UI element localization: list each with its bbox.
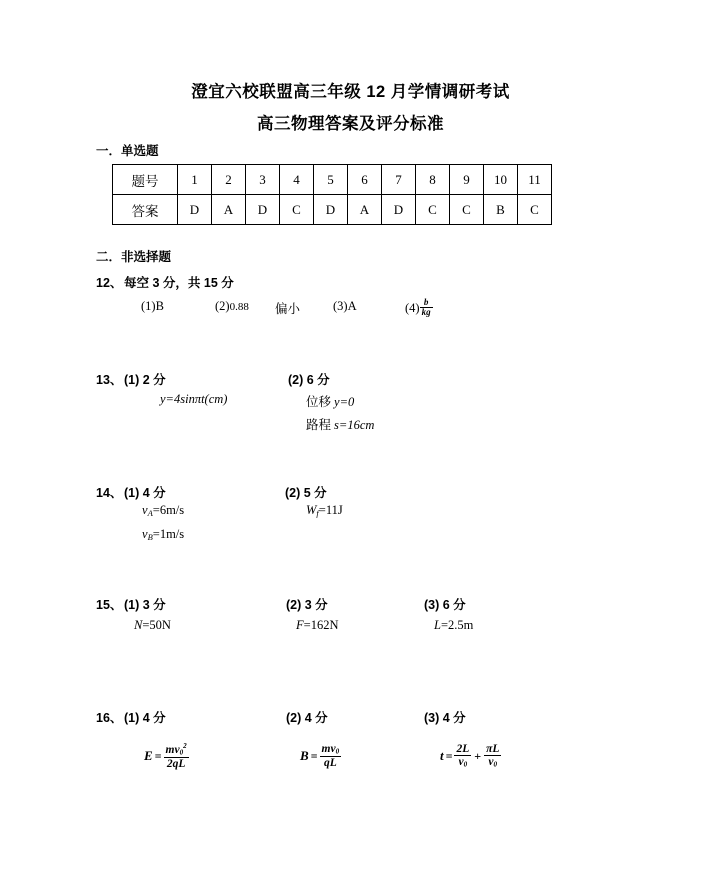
question-16-number: 16、 bbox=[96, 711, 123, 725]
answer-cell: D bbox=[178, 195, 212, 225]
fraction-denominator: 2qL bbox=[166, 757, 186, 770]
question-number-cell: 3 bbox=[246, 165, 280, 195]
question-number-cell: 2 bbox=[212, 165, 246, 195]
answer-value: 0.88 bbox=[229, 301, 249, 313]
question-12-number: 12、 bbox=[96, 276, 123, 290]
question-number-cell: 6 bbox=[348, 165, 382, 195]
question-14-part-1-answer-2 bbox=[142, 527, 184, 542]
question-14-part-1-answer-1 bbox=[142, 503, 184, 518]
question-number-cell: 9 bbox=[450, 165, 484, 195]
answer-cell: C bbox=[280, 195, 314, 225]
answer-cell: C bbox=[518, 195, 552, 225]
answer-value: s=16cm bbox=[334, 418, 375, 432]
answer-label: (4) bbox=[405, 300, 420, 315]
question-15-part-2-answer bbox=[296, 618, 338, 633]
fraction-numerator: b bbox=[420, 298, 433, 308]
answer-cell: A bbox=[212, 195, 246, 225]
answer-prefix: 路程 bbox=[306, 418, 332, 432]
question-14-part-1-label: (1) 4 分 bbox=[124, 486, 166, 500]
question-14-part-2-label: (2) 5 分 bbox=[285, 486, 327, 500]
question-12-answer-2-extra: 偏小 bbox=[275, 302, 301, 316]
fraction-denominator bbox=[454, 756, 471, 769]
question-12-answer-2 bbox=[215, 299, 249, 314]
question-number-cell: 4 bbox=[280, 165, 314, 195]
plus-sign: + bbox=[474, 748, 482, 763]
answer-value: =50N bbox=[142, 618, 171, 632]
fraction-numerator bbox=[320, 743, 342, 757]
formula-fraction-term-2 bbox=[484, 743, 501, 769]
answer-label: (1) bbox=[141, 299, 156, 313]
fraction-numerator bbox=[164, 743, 189, 758]
answer-value: =2.5m bbox=[440, 618, 474, 632]
question-number-cell: 11 bbox=[518, 165, 552, 195]
question-13-part-2-answer-2 bbox=[306, 415, 374, 433]
answer-cell: B bbox=[484, 195, 518, 225]
equals-sign: = bbox=[445, 748, 453, 763]
velocity-symbol: v bbox=[330, 743, 336, 755]
answer-key-table bbox=[112, 164, 552, 225]
answer-cell: D bbox=[314, 195, 348, 225]
question-16-part-1-label: (1) 4 分 bbox=[124, 711, 166, 725]
question-16-formula-2 bbox=[300, 744, 341, 770]
velocity-subscript: 0 bbox=[493, 760, 498, 769]
document-title-line-1: 澄宜六校联盟高三年级 12 月学情调研考试 bbox=[191, 83, 510, 101]
answer-cell: A bbox=[348, 195, 382, 225]
question-13-part-1-answer: y=4sinπt(cm) bbox=[160, 392, 228, 406]
question-15-part-3-answer bbox=[434, 618, 473, 633]
velocity-symbol: v bbox=[174, 743, 180, 756]
question-13-part-2-label: (2) 6 分 bbox=[288, 373, 330, 387]
section-2-heading: 二．非选择题 bbox=[96, 250, 172, 264]
answer-cell: D bbox=[246, 195, 280, 225]
answer-cell: C bbox=[416, 195, 450, 225]
equals-sign: = bbox=[310, 748, 318, 763]
unit-fraction bbox=[420, 298, 433, 318]
question-15-part-2-label: (2) 3 分 bbox=[286, 598, 328, 612]
answer-value: y=0 bbox=[334, 395, 355, 409]
variable: F bbox=[296, 618, 304, 632]
question-number-cell: 5 bbox=[314, 165, 348, 195]
question-15-part-3-label: (3) 6 分 bbox=[424, 598, 466, 612]
variable-subscript: A bbox=[147, 508, 153, 519]
velocity-symbol: v bbox=[458, 756, 464, 769]
answer-value: =11J bbox=[318, 503, 343, 517]
question-12-scoring: 每空 3 分，共 15 分 bbox=[124, 276, 234, 290]
question-number-cell: 1 bbox=[178, 165, 212, 195]
velocity-subscript: 0 bbox=[463, 760, 468, 769]
fraction-denominator: kg bbox=[421, 307, 431, 318]
question-13-number: 13、 bbox=[96, 373, 123, 387]
variable: W bbox=[306, 503, 317, 517]
table-row-answers bbox=[113, 195, 552, 225]
answer-label: (3) bbox=[333, 299, 348, 313]
answer-prefix: 位移 bbox=[306, 395, 332, 409]
question-number-cell: 10 bbox=[484, 165, 518, 195]
question-12-answer-1 bbox=[141, 299, 164, 314]
velocity-subscript: 0 bbox=[179, 748, 184, 757]
question-15-part-1-label: (1) 3 分 bbox=[124, 598, 166, 612]
table-row-question-numbers bbox=[113, 165, 552, 195]
fraction-denominator bbox=[484, 756, 501, 769]
question-13-part-2-answer-1 bbox=[306, 392, 354, 410]
equals-sign: = bbox=[154, 749, 162, 764]
variable: N bbox=[134, 618, 143, 632]
row-label-answer: 答案 bbox=[113, 195, 178, 225]
answer-cell: C bbox=[450, 195, 484, 225]
fraction-numerator: πL bbox=[486, 743, 500, 755]
variable-subscript: f bbox=[316, 508, 319, 519]
answer-value: B bbox=[155, 299, 164, 313]
variable-subscript: B bbox=[147, 532, 153, 543]
formula-lhs: B bbox=[300, 747, 309, 763]
question-number-cell: 8 bbox=[416, 165, 450, 195]
row-label-question-number: 题号 bbox=[113, 165, 178, 195]
question-16-part-2-label: (2) 4 分 bbox=[286, 711, 328, 725]
answer-value: =162N bbox=[303, 618, 339, 632]
question-16-formula-3 bbox=[440, 744, 501, 770]
document-title-line-2: 高三物理答案及评分标准 bbox=[257, 115, 444, 133]
answer-cell: D bbox=[382, 195, 416, 225]
question-16-formula-1 bbox=[144, 744, 189, 771]
formula-fraction-term-1 bbox=[454, 743, 471, 769]
answer-value: =1m/s bbox=[152, 527, 185, 541]
question-15-part-1-answer bbox=[134, 618, 171, 633]
variable: v bbox=[142, 503, 148, 517]
answer-value: =6m/s bbox=[152, 503, 185, 517]
question-14-part-2-answer bbox=[306, 503, 343, 518]
fraction-denominator: qL bbox=[323, 757, 337, 770]
fraction-numerator: 2L bbox=[456, 743, 470, 755]
question-12-answer-4 bbox=[405, 299, 433, 319]
variable: v bbox=[142, 527, 148, 541]
formula-fraction bbox=[164, 743, 189, 770]
variable: L bbox=[434, 618, 441, 632]
mass-symbol: m bbox=[165, 743, 175, 756]
question-15-number: 15、 bbox=[96, 598, 123, 612]
question-16-part-3-label: (3) 4 分 bbox=[424, 711, 466, 725]
formula-lhs: t bbox=[440, 747, 444, 763]
formula-lhs: E bbox=[144, 748, 153, 764]
question-number-cell: 7 bbox=[382, 165, 416, 195]
answer-label: (2) bbox=[215, 299, 230, 313]
mass-symbol: m bbox=[321, 743, 331, 755]
answer-value: A bbox=[347, 299, 357, 313]
question-13-part-1-label: (1) 2 分 bbox=[124, 373, 166, 387]
formula-fraction bbox=[320, 743, 342, 769]
question-14-number: 14、 bbox=[96, 486, 123, 500]
velocity-subscript: 0 bbox=[335, 747, 340, 756]
section-1-heading: 一．单选题 bbox=[96, 144, 159, 158]
question-12-answer-3 bbox=[333, 299, 357, 314]
velocity-exponent: 2 bbox=[183, 742, 187, 750]
velocity-symbol: v bbox=[488, 756, 494, 769]
